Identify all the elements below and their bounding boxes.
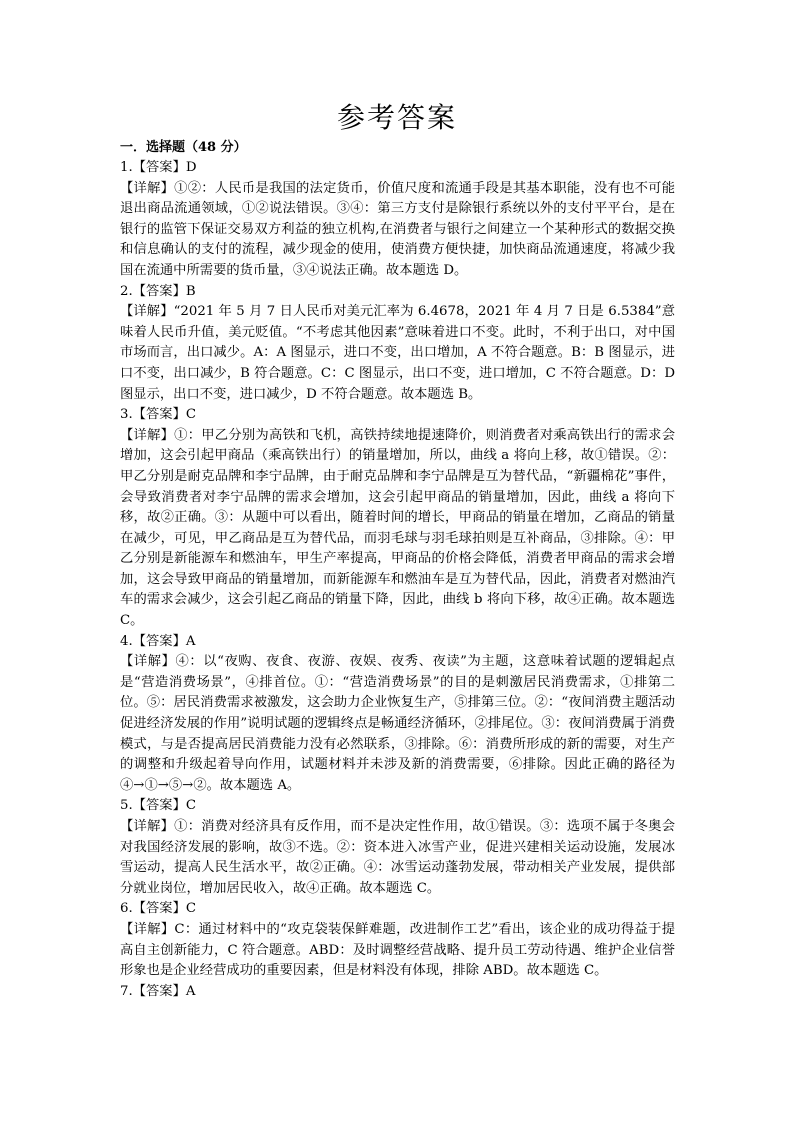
explanation-4: 【详解】④：以“夜购、夜食、夜游、夜娱、夜秀、夜读”为主题，这意味着试题的逻辑起点是“营造消费场景”，④排首位。①：“营造消费场景”的目的是刺激居民消费需求，①排第二位。⑤：居民消费需求被激发，这会助力企业恢复生产，⑤排第三位。②：“夜间消费主题活动促进经济发展的作用”说明试题的逻辑终点是畅通经济循环，②排尾位。③：夜间消费属于消费模式，与是否提高居民消费能力没有必然联系，③排除。⑥：消费所形成的新的需要，对生产的调整和升级起着导向作用，试题材料并未涉及新的消费需要，⑥排除。因此正确的路径为④→①→⑤→②。故本题选 A。	[120, 654, 675, 793]
question-4	[120, 632, 675, 797]
explanation-2: 【详解】“2021 年 5 月 7 日人民币对美元汇率为 6.4678，2021 年 4 月 7 日是 6.5384”意味着人民币升值，美元贬值。“不考虑其他因素”意味着进口不变。此时，不利于出口，对中国市场而言，出口减少。A：A 图显示，进口不变，出口增加，A 不符合题意。B：B 图显示，进口不变，出口减少，B 符合题意。C：C 图显示，出口不变，进口增加，C 不符合题意。D：D 图显示，出口不变，进口减少，D 不符合题意。故本题选 B。	[120, 304, 675, 402]
page-title: 参考答案	[336, 101, 457, 134]
answer-line-6: 6.【答案】C	[120, 901, 197, 917]
answer-line-1: 1.【答案】D	[120, 160, 197, 175]
question-1	[120, 158, 675, 282]
answer-line-5: 5.【答案】C	[120, 798, 197, 814]
answer-line-3: 3.【答案】C	[120, 407, 197, 423]
explanation-6: 【详解】C：通过材料中的“攻克袋装保鲜难题，改进制作工艺”看出，该企业的成功得益于提高自主创新能力，C 符合题意。ABD：及时调整经营战略、提升员工劳动待遇、维护企业信誉形象也是企业经营成功的重要因素，但是材料没有体现，排除 ABD。故本题选 C。	[120, 921, 675, 979]
section-heading: 一．选择题（48 分）	[120, 140, 247, 155]
question-6	[120, 899, 675, 981]
explanation-3: 【详解】①：甲乙分别为高铁和飞机，高铁持续地提速降价，则消费者对乘高铁出行的需求会增加，这会引起甲商品（乘高铁出行）的销量增加，所以，曲线 a 将向上移，故①错误。②：甲乙分别是耐克品牌和李宁品牌，由于耐克品牌和李宁品牌是互为替代品，“新疆棉花”事件，会导致消费者对李宁品牌的需求会增加，这会引起甲商品的销量增加，因此，曲线 a 将向下移，故②正确。③：从题中可以看出，随着时间的增长，甲商品的销量在增加，乙商品的销量在减少，可见，甲乙商品是互为替代品，而羽毛球与羽毛球拍则是互补商品，③排除。④：甲乙分别是新能源车和燃油车，甲生产率提高，甲商品的价格会降低，消费者甲商品的需求会增加，这会导致甲商品的销量增加，而新能源车和燃油车是互为替代品，因此，消费者对燃油汽车的需求会减少，这会引起乙商品的销量下降，因此，曲线 b 将向下移，故④正确。故本题选 C。	[120, 427, 675, 629]
answer-line-4: 4.【答案】A	[120, 633, 196, 649]
explanation-1: 【详解】①②：人民币是我国的法定货币，价值尺度和流通手段是其基本职能，没有也不可能退出商品流通领域，①②说法错误。③④：第三方支付是除银行系统以外的支付平平台，是在银行的监管下保证交易双方利益的独立机构,在消费者与银行之间建立一个某种形式的数据交换和信息确认的支付的流程，减少现金的使用，使消费方便快捷，加快商品流通速度，将减少我国在流通中所需要的货币量，③④说法正确。故本题选 D。	[120, 180, 675, 278]
answer-line-7: 7.【答案】A	[120, 983, 196, 999]
question-3	[120, 405, 675, 632]
question-5	[120, 796, 675, 899]
question-7	[120, 982, 675, 1003]
answers-body	[120, 158, 675, 1002]
question-2	[120, 282, 675, 406]
answer-line-2: 2.【答案】B	[120, 283, 196, 299]
explanation-5: 【详解】①：消费对经济具有反作用，而不是决定性作用，故①错误。③：选项不属于冬奥会对我国经济发展的影响，故③不选。②：资本进入冰雪产业，促进兴建相关运动设施，发展冰雪运动，提高人民生活水平，故②正确。④：冰雪运动蓬勃发展，带动相关产业发展，提供部分就业岗位，增加居民收入，故④正确。故本题选 C。	[120, 819, 675, 896]
